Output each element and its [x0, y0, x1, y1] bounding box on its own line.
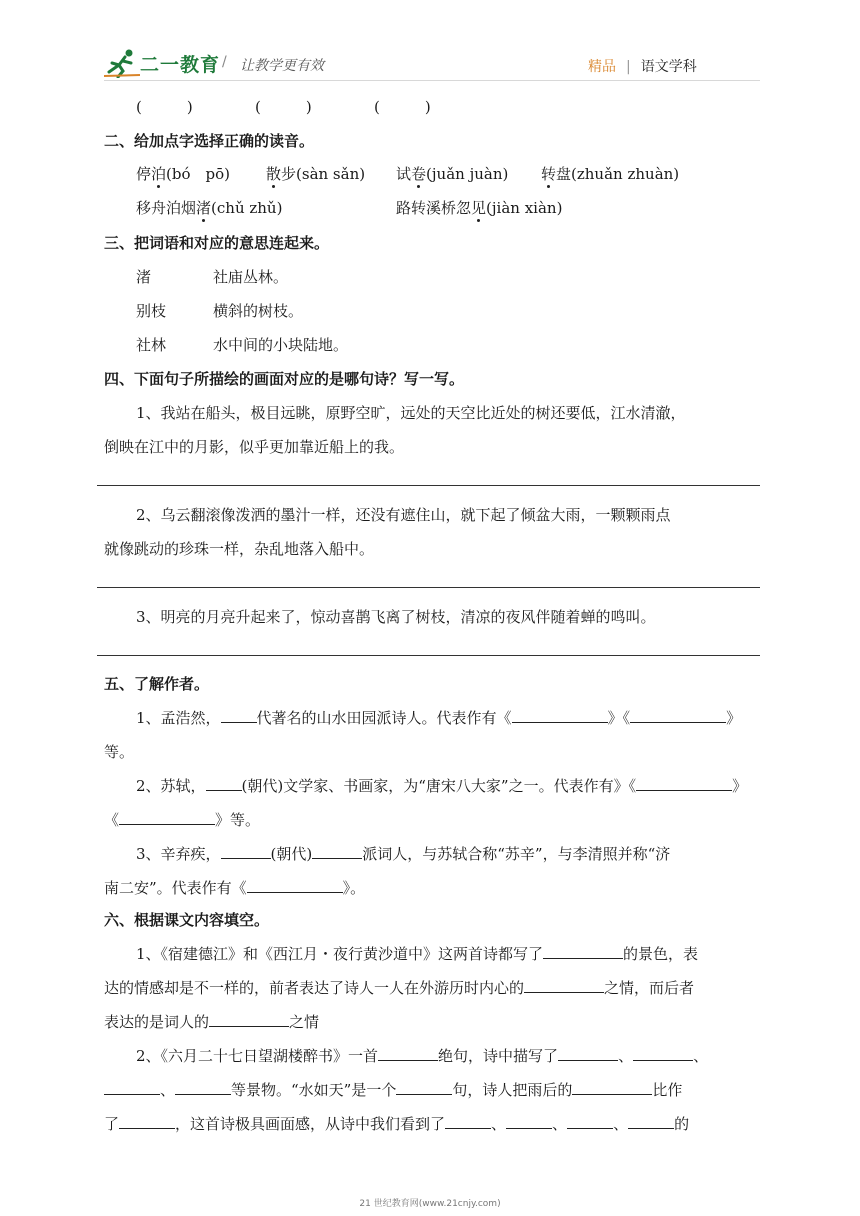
fill-line: 《 》等。 — [104, 811, 261, 829]
answer-blank[interactable] — [247, 878, 343, 893]
match-word: 别枝 — [136, 302, 167, 320]
pinyin-item: 路转溪桥忽见(jiàn xiàn) — [396, 199, 563, 217]
match-meaning: 水中间的小块陆地。 — [213, 336, 349, 354]
answer-blank[interactable] — [119, 810, 215, 825]
answer-line — [97, 485, 760, 486]
pinyin-item: 散步(sàn sǎn) — [266, 165, 366, 183]
match-word: 社林 — [136, 336, 167, 354]
section-4-title: 四、下面句子所描绘的画面对应的是哪句诗？写一写。 — [104, 370, 465, 388]
page-footer: 21 世纪教育网(www.21cnjy.com) — [359, 1199, 501, 1209]
page-header — [0, 0, 860, 90]
logo-slogan: 让教学更有效 — [240, 58, 324, 74]
quality-label: 精品 — [588, 59, 616, 75]
answer-blank[interactable] — [630, 708, 726, 723]
fill-line: 南二安”。代表作有《 》。 — [104, 879, 366, 897]
section-5-title: 五、了解作者。 — [104, 675, 210, 693]
answer-blank[interactable] — [636, 776, 732, 791]
answer-blank[interactable] — [396, 1080, 452, 1095]
fill-line: 、 等景物。“水如天”是一个 句，诗人把雨后的 比作 — [104, 1079, 682, 1100]
fill-line: 表达的是词人的 之情 — [104, 1013, 320, 1031]
answer-blank[interactable] — [378, 1046, 438, 1061]
fill-line: 了 ，这首诗极具画面感，从诗中我们看到了 、 、 、 的 — [104, 1115, 690, 1133]
fill-line: 等。 — [104, 743, 135, 761]
fill-line: 1、孟浩然， 代著名的山水田园派诗人。代表作有《 》《 》 — [136, 709, 742, 727]
fill-line: 2、《六月二十七日望湖楼醉书》一首 绝句，诗中描写了 、 、 — [136, 1047, 709, 1065]
subject-label: 语文学科 — [640, 59, 697, 75]
answer-blank[interactable] — [628, 1114, 674, 1129]
answer-blank[interactable] — [221, 844, 271, 859]
pinyin-item: 停泊(bó pō) — [136, 165, 231, 183]
pinyin-item: 转盘(zhuǎn zhuàn) — [541, 165, 680, 183]
logo-slash: / — [222, 54, 227, 70]
section-6-title: 六、根据课文内容填空。 — [104, 911, 270, 929]
logo-text: 二一教育 — [140, 54, 221, 76]
question-text: 倒映在江中的月影，似乎更加靠近船上的我。 — [104, 438, 405, 456]
header-right — [588, 56, 697, 76]
fill-line: 1、《宿建德江》和《西江月・夜行黄沙道中》这两首诗都写了 的景色，表 — [136, 945, 699, 963]
answer-blank[interactable] — [445, 1114, 491, 1129]
paren-answer-row — [136, 96, 493, 117]
answer-blank[interactable] — [206, 776, 242, 791]
match-word: 渚 — [136, 268, 152, 286]
answer-blank[interactable] — [633, 1046, 693, 1061]
header-separator: | — [626, 59, 631, 75]
answer-blank[interactable] — [512, 708, 608, 723]
answer-blank[interactable] — [312, 844, 362, 859]
answer-blank[interactable] — [506, 1114, 552, 1129]
answer-blank[interactable] — [104, 1080, 160, 1095]
question-text: 1、我站在船头，极目远眺，原野空旷，远处的天空比近处的树还要低，江水清澈， — [136, 404, 686, 422]
fill-line: 2、苏轼， (朝代)文学家、书画家，为“唐宋八大家”之一。代表作有》《 》 — [136, 777, 748, 795]
match-meaning: 社庙丛林。 — [213, 268, 289, 286]
match-meaning: 横斜的树枝。 — [213, 302, 304, 320]
answer-blank[interactable] — [572, 1080, 652, 1095]
question-text: 就像跳动的珍珠一样，杂乱地落入船中。 — [104, 540, 375, 558]
header-divider — [104, 80, 760, 81]
question-text: 2、乌云翻滚像泼洒的墨汁一样，还没有遮住山，就下起了倾盆大雨，一颗颗雨点 — [136, 506, 671, 524]
question-text: 3、明亮的月亮升起来了，惊动喜鹊飞离了树枝，清凉的夜风伴随着蝉的鸣叫。 — [136, 608, 656, 626]
section-2-title: 二、给加点字选择正确的读音。 — [104, 132, 315, 150]
answer-blank[interactable] — [209, 1012, 289, 1027]
answer-blank[interactable] — [543, 944, 623, 959]
section-3-title: 三、把词语和对应的意思连起来。 — [104, 234, 330, 252]
answer-line — [97, 655, 760, 656]
answer-line — [97, 587, 760, 588]
paren-blank: ( ) — [374, 98, 431, 116]
pinyin-item: 移舟泊烟渚(chǔ zhǔ) — [136, 199, 283, 217]
fill-line: 3、辛弃疾， (朝代) 派词人，与苏轼合称“苏辛”，与李清照并称“济 — [136, 845, 671, 863]
paren-blank: ( ) — [255, 98, 312, 116]
runner-logo-icon — [104, 48, 140, 78]
answer-blank[interactable] — [221, 708, 257, 723]
fill-line: 达的情感却是不一样的，前者表达了诗人一人在外游历时内心的 之情，而后者 — [104, 979, 695, 997]
answer-blank[interactable] — [119, 1114, 175, 1129]
pinyin-item: 试卷(juǎn juàn) — [396, 165, 509, 183]
answer-blank[interactable] — [524, 978, 604, 993]
answer-blank[interactable] — [567, 1114, 613, 1129]
answer-blank[interactable] — [175, 1080, 231, 1095]
paren-blank: ( ) — [136, 98, 193, 116]
answer-blank[interactable] — [558, 1046, 618, 1061]
